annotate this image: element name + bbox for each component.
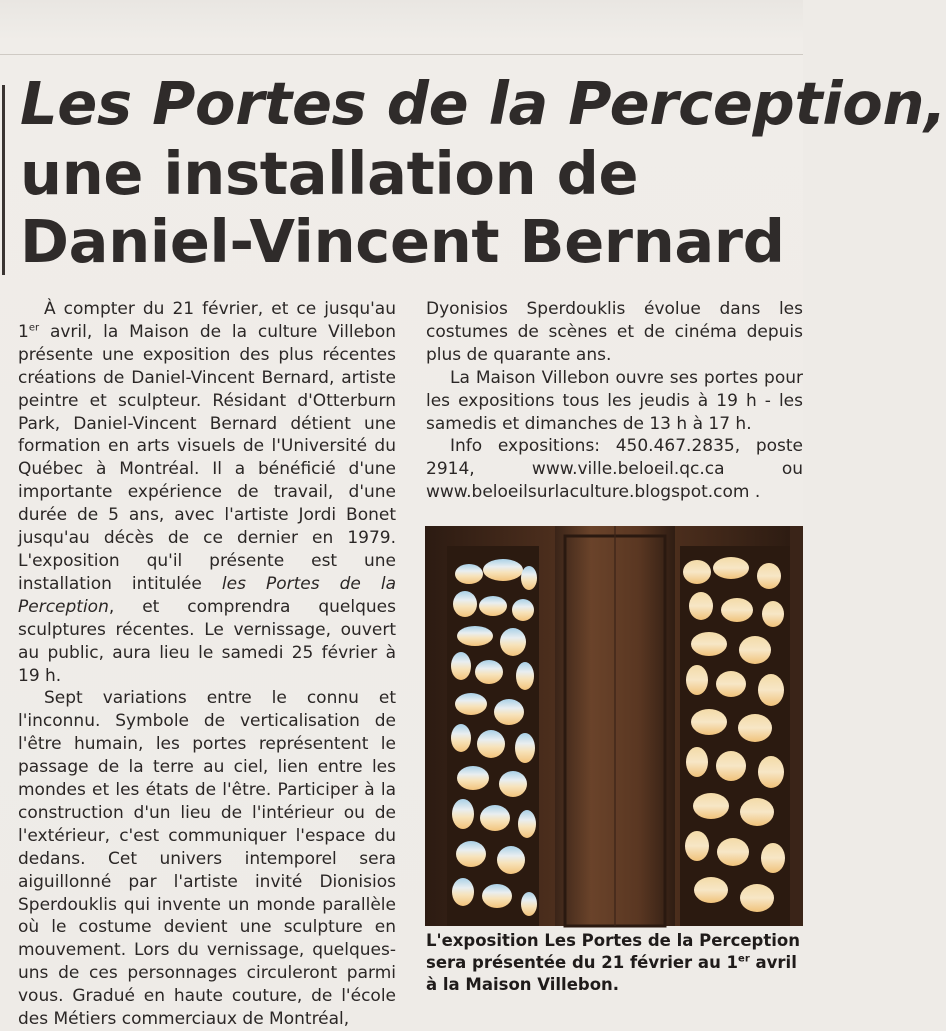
caption-end: avril à la Maison Villebon. (426, 953, 797, 994)
headline-line-3: Daniel-Vincent Bernard (20, 207, 785, 276)
left-column (18, 298, 396, 1031)
ordinal-superscript: er (28, 322, 40, 334)
article-headline (20, 68, 946, 276)
paragraph-2: Sept variations entre le connu et l'inconnu. Symbole de verticalisation de l'être humain, les portes représentent le passage de la terre au ciel, lien entre les mondes et les états de l'être. Participer à la construction d'un lieu de l'intérieur ou de l'extérieur, c'est communiquer l'espace du dedans. Cet univers intemporel sera aiguillonné par l'artiste invité Dionisios Sperdouklis qui invente un monde parallèle où le costume devient une sculpture en mouvement. Lors du vernissage, quelques-uns de ces personnages circuleront parmi vous. Gradué en haute couture, de l'école des Métiers commerciaux de Montréal, (18, 688, 396, 1030)
blog-url: www.beloeilsurlaculture.blogspot.com . (426, 482, 761, 503)
paragraph-1-body: avril, la Maison de la culture Villebon présente une exposition des plus récentes créations de Daniel-Vincent Bernard, artiste peintre et sculpteur. Résidant d'Otterburn Park, Daniel-Vincent Bernard détient une formation en arts visuels de l'Université du Québec à Montréal. Il a bénéficié d'une importante expérience de travail, d'une durée de 5 ans, avec l'artiste Jordi Bonet jusqu'au décès de ce dernier en 1979. L'exposition qu'il présente est une installation intitulée (18, 321, 396, 594)
photo-caption (426, 930, 803, 996)
paragraph-1-end: , et comprendra quelques sculptures récentes. Le vernissage, ouvert au public, aura lieu le samedi 25 février à 19 h. (18, 596, 396, 686)
exhibition-title: les Portes de la Perception (18, 573, 397, 617)
caption-superscript: er (738, 953, 750, 965)
paragraph-1 (18, 298, 396, 687)
photo-of-carved-wooden-doors (425, 526, 803, 926)
info-line: Info expositions: 450.467.2835, poste 2914, www.ville.beloeil.qc.ca ou (426, 436, 803, 480)
paragraph-1-start: À compter du 21 février, et ce jusqu'au 1 (18, 299, 396, 342)
caption-start: L'exposition Les Portes de la Perception sera présentée du 21 février au 1 (426, 931, 800, 972)
paragraph-3: Dyonisios Sperdouklis évolue dans les costumes de scènes et de cinéma depuis plus de quarante ans. (426, 299, 803, 365)
headline-line-1: Les Portes de la Perception, (20, 69, 946, 138)
right-column (426, 298, 803, 504)
headline-line-2: une installation de (20, 139, 639, 208)
paragraph-4: La Maison Villebon ouvre ses portes pour les expositions tous les jeudis à 19 h - les samedis et dimanches de 13 h à 17 h. (426, 367, 803, 434)
door-photo-illustration (425, 526, 803, 926)
headline-bar (2, 85, 5, 275)
top-rule (0, 54, 803, 55)
paragraph-5 (426, 435, 803, 504)
